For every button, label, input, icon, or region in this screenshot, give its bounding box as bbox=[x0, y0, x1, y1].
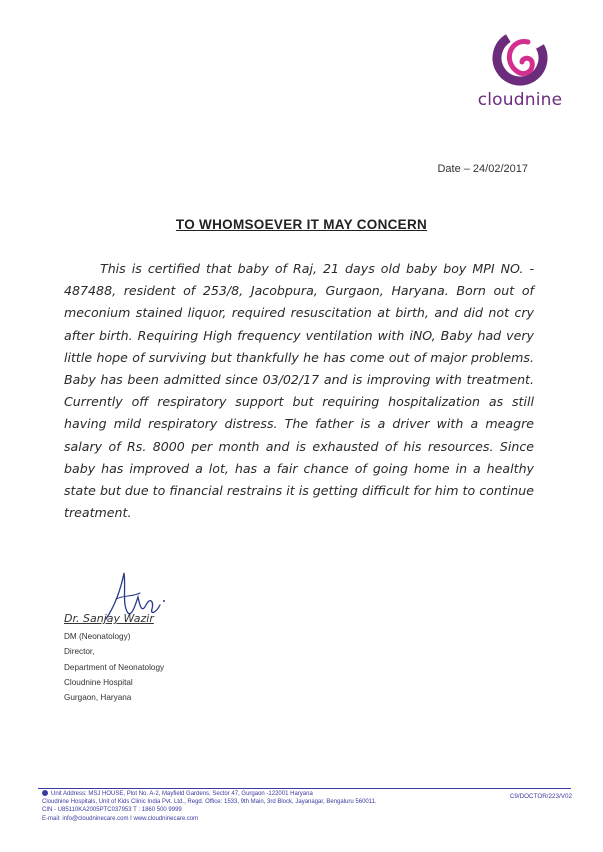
document-reference: C9/DOCTOR/223/V02 bbox=[509, 793, 572, 800]
footer-divider bbox=[38, 788, 571, 789]
footer bbox=[42, 790, 582, 823]
signatory-department: Department of Neonatology bbox=[64, 662, 165, 672]
letter-body: This is certified that baby of Raj, 21 days old baby boy MPI NO. - 487488, resident of 253/8, Jacobpura, Gurgaon, Haryana. Born out of meconium stained liquor, required resuscitation at birth, and did not cry after birth. Requiring High frequency ventilation with iNO, Baby had very little hope of surviving but thankfully he has come out of major problems. Baby has been admitted since 03/02/17 and is improving with treatment. Currently off respiratory support but requiring hospitalization as still having mild respiratory distress. The father is a driver with a meagre salary of Rs. 8000 per month and is exhausted of his resources. Since baby has improved a lot, has a fair chance of going home in a healthy state but due to financial restrains it is getting difficult for him to continue treatment. bbox=[64, 261, 534, 521]
brand-name: cloudnine bbox=[477, 90, 563, 110]
signatory-qualification: DM (Neonatology) bbox=[64, 632, 131, 641]
signatory-name: Dr. Sanjay Wazir bbox=[64, 612, 154, 625]
cloudnine-emblem-icon bbox=[488, 28, 552, 90]
signature-block bbox=[64, 612, 164, 705]
signatory-hospital: Cloudnine Hospital bbox=[64, 677, 133, 687]
footer-registered-office: Cloudnine Hospitals, Unit of Kids Clinic India Pvt. Ltd., Regd. Office: 1533, 9th Main, 3rd Block, Jayanagar, Bengaluru 560011. bbox=[42, 799, 377, 806]
signatory-location: Gurgaon, Haryana bbox=[64, 693, 132, 703]
letter-date: Date – 24/02/2017 bbox=[437, 163, 528, 175]
letter-heading: TO WHOMSOEVER IT MAY CONCERN bbox=[175, 217, 428, 232]
cloudnine-logo bbox=[470, 28, 570, 118]
signatory-title: Director, bbox=[64, 647, 95, 657]
location-pin-icon bbox=[42, 790, 48, 796]
footer-contact: E-mail: info@cloudninecare.com I www.cloudninecare.com bbox=[42, 815, 199, 822]
footer-cin-phone: CIN - U85110KA2005PTC037953 T : 1860 500 9999 bbox=[42, 807, 182, 814]
footer-unit-address: Unit Address: MSJ HOUSE, Plot No. A-2, Mayfield Gardens, Sector 47, Gurgaon -122001 Haryana bbox=[42, 790, 582, 798]
